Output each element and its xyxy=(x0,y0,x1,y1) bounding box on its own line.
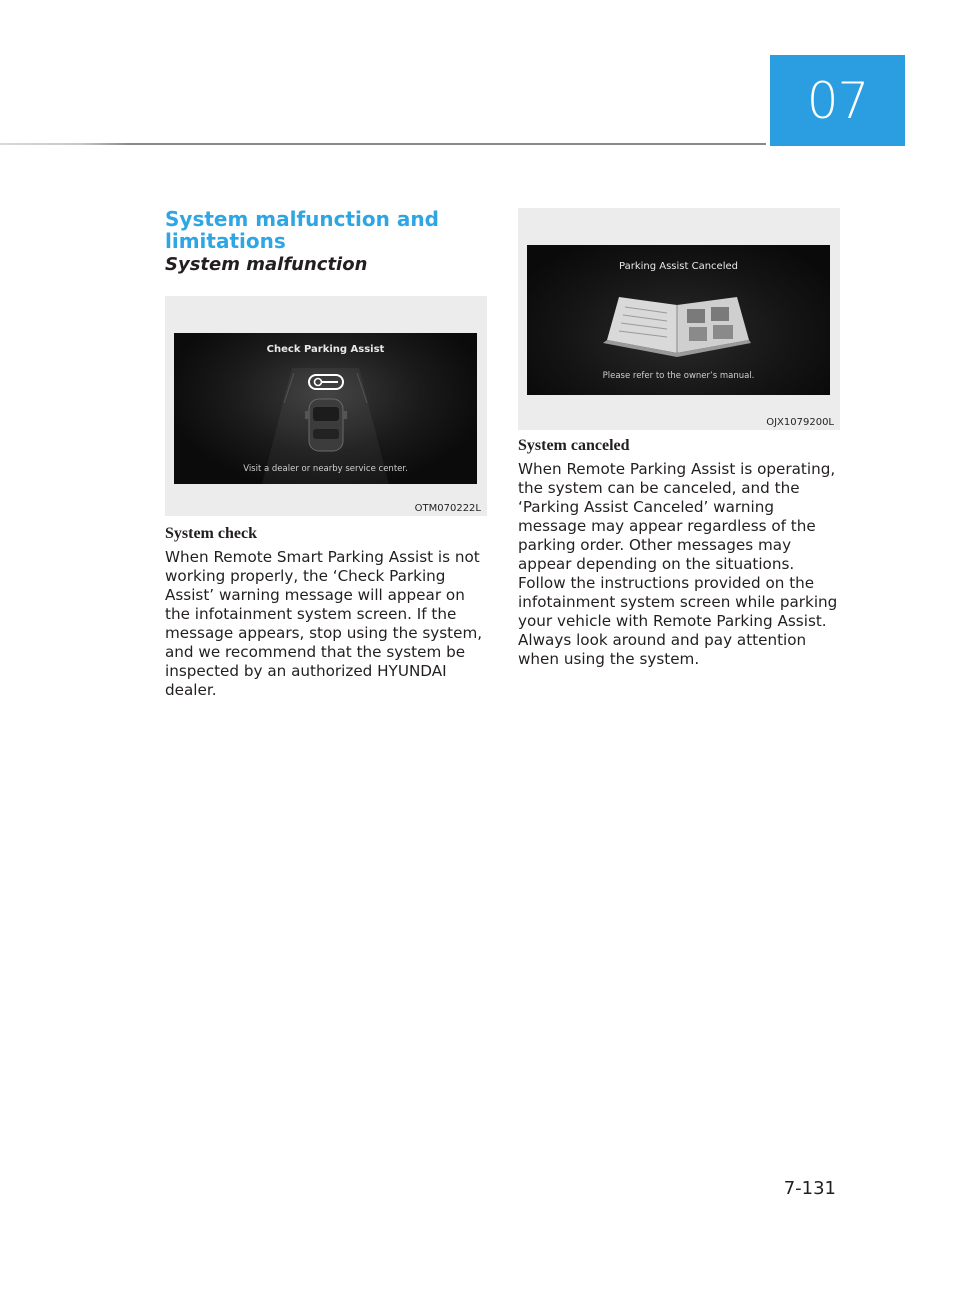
screen-title: Parking Assist Canceled xyxy=(619,261,738,272)
figure-parking-assist-canceled xyxy=(518,208,840,430)
wrench-icon xyxy=(174,333,477,484)
body-paragraph: When Remote Smart Parking Assist is not working properly, the ‘Check Parking Assist’ warning message will appear on the infotainment system screen. If the message appears, stop using the system, and we recommend that the system be inspected by an authorized HYUNDAI dealer. xyxy=(165,548,483,699)
body-heading: System check xyxy=(165,525,257,542)
left-column xyxy=(165,208,487,700)
body-paragraph: When Remote Parking Assist is operating, the system can be canceled, and the ‘Parking Assist Canceled’ warning message may appear regardless of the parking order. Other messages may appear depending on the situations. Follow the instructions provided on the infotainment system screen while parking your vehicle with Remote Parking Assist. Always look around and pay attention when using the system. xyxy=(518,460,838,668)
page-number: 7-131 xyxy=(783,1178,836,1199)
header-rule xyxy=(0,143,766,145)
screen-footer: Please refer to the owner’s manual. xyxy=(602,371,755,381)
figure-check-parking-assist xyxy=(165,296,487,516)
section-title-line1: System malfunction and xyxy=(165,207,439,231)
section-title xyxy=(165,208,487,252)
infotainment-screen xyxy=(527,245,830,395)
right-column xyxy=(518,208,840,669)
chapter-tab: 07 xyxy=(770,55,905,146)
section-title-line2: limitations xyxy=(165,229,286,253)
infotainment-screen xyxy=(174,333,477,484)
screen-title: Check Parking Assist xyxy=(266,344,385,355)
system-canceled-block xyxy=(518,436,840,669)
figure-code: OJX1079200L xyxy=(766,417,834,428)
screen-footer: Visit a dealer or nearby service center. xyxy=(243,464,408,474)
system-check-block xyxy=(165,524,487,700)
body-heading: System canceled xyxy=(518,437,630,454)
figure-code: OTM070222L xyxy=(414,503,481,514)
subsection-title: System malfunction xyxy=(165,254,368,275)
